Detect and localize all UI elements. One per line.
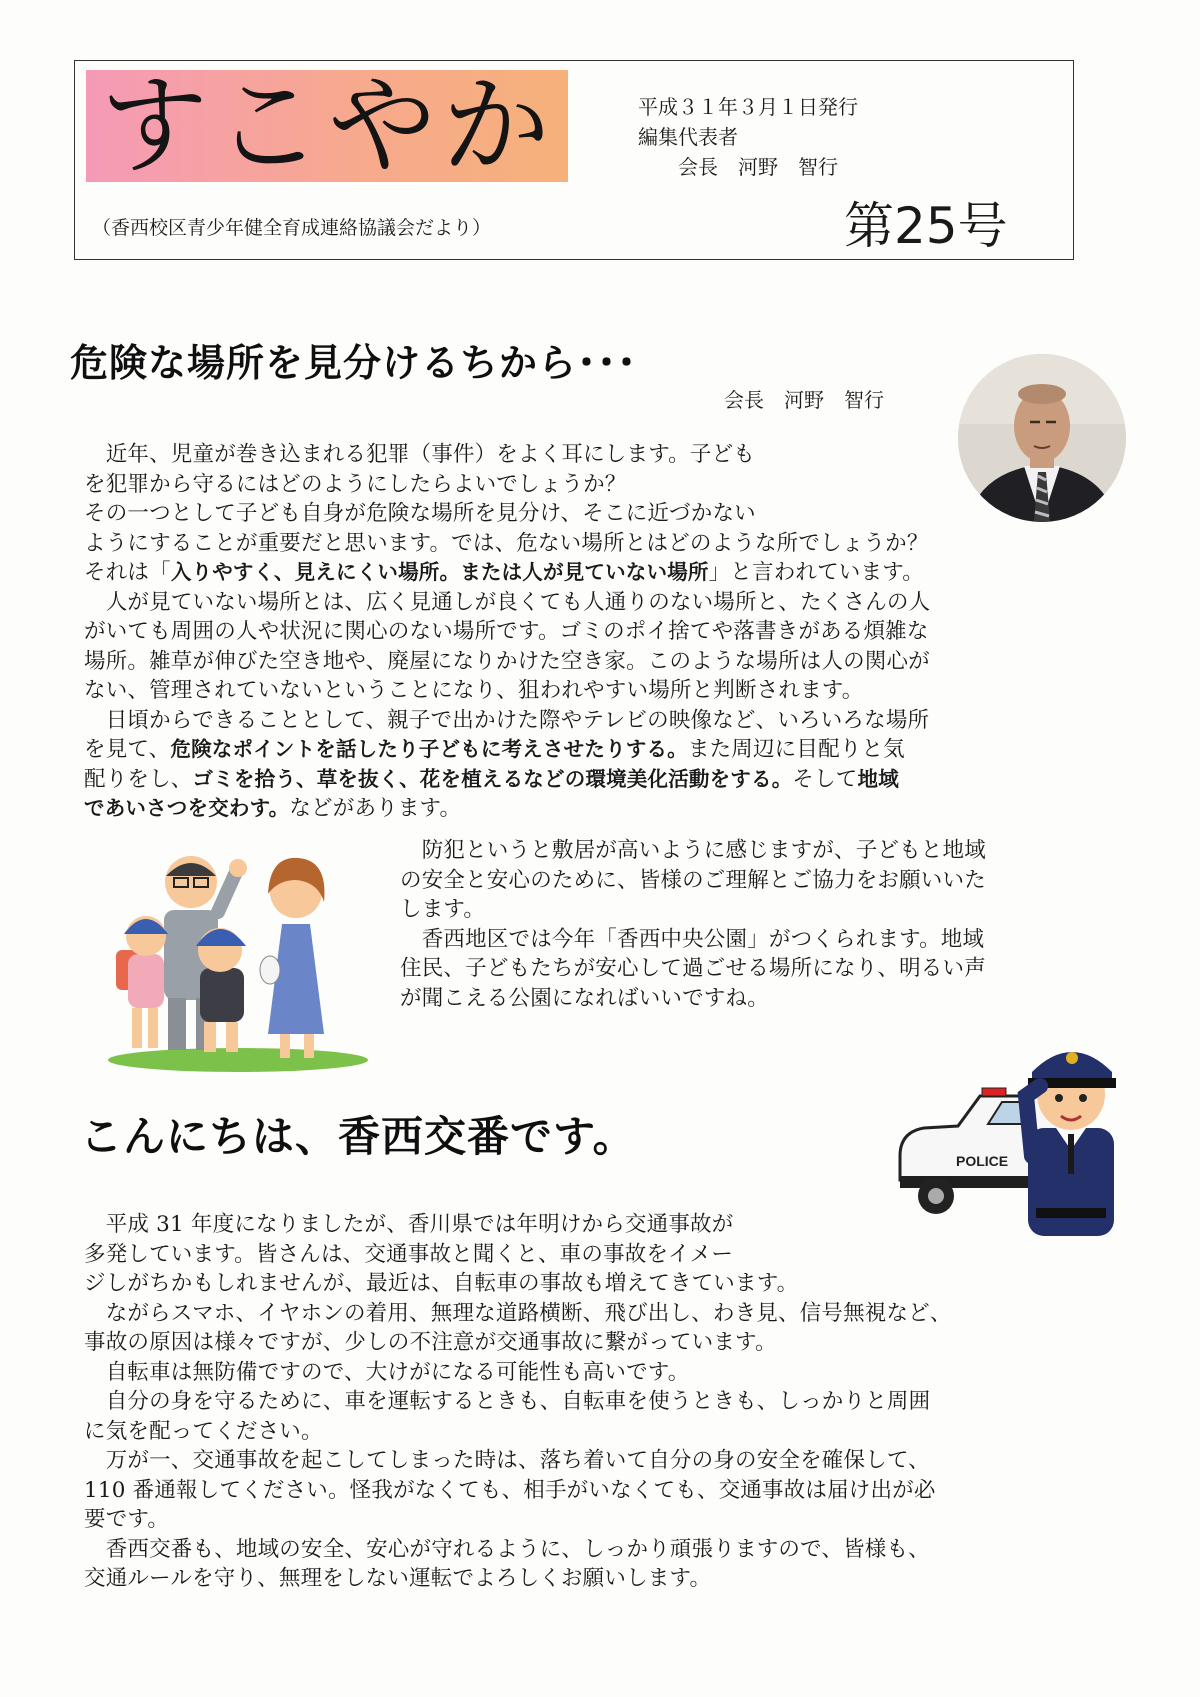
newsletter-subtitle: （香西校区青少年健全育成連絡協議会だより） [92,217,492,239]
text-line: 交通ルールを守り、無理をしない運転でよろしくお願いします。 [84,1566,712,1591]
text-segment: 配りをし、 [84,766,193,792]
family-walking-illustration [106,840,370,1074]
article1-author: 会長 河野 智行 [724,388,884,412]
text-line: 住民、子どもたちが安心して過ごせる場所になり、明るい声 [400,956,986,981]
police-car-label: POLICE [956,1153,1009,1169]
text-line [84,765,930,795]
text-line: 人が見ていない場所とは、広く見通しが良くても人通りのない場所と、たくさんの人 [84,589,931,615]
newsletter-logo: すこやか [100,64,557,189]
text-segment: そして [792,766,858,792]
text-line [84,558,930,588]
emphasis-text: 地域 [857,766,899,791]
article1-body-continued [400,836,986,1013]
text-line: 場所。雑草が伸びた空き地や、廃屋になりかけた空き家。このような場所は人の関心が [84,648,930,674]
text-line: します。 [400,897,486,922]
emphasis-text: ゴミを拾う、草を抜く、花を植えるなどの環境美化活動をする。 [192,766,793,791]
article1-title: 危険な場所を見分けるちから･･･ [70,341,638,385]
text-line: がいても周囲の人や状況に関心のない場所です。ゴミのポイ捨てや落書きがある煩雑な [84,619,929,644]
text-line: 平成 31 年度になりましたが、香川県では年明けから交通事故が [84,1212,734,1237]
issue-info [638,92,858,182]
text-line: に気を配ってください。 [84,1418,323,1444]
text-line: 要です。 [84,1507,170,1532]
text-line: 自分の身を守るために、車を運転するときも、自転車を使うときも、しっかりと周囲 [84,1389,931,1414]
text-line [84,794,930,824]
text-line: ない、管理されていないということになり、狙われやすい場所と判断されます。 [84,678,864,703]
issue-number: 第25号 [844,197,1008,255]
text-line: 香西交番も、地域の安全、安心が守れるように、しっかり頑張りますので、皆様も、 [84,1536,930,1562]
text-line: その一つとして子ども自身が危険な場所を見分け、そこに近づかない [84,501,756,526]
text-segment: 」と言われています。 [708,560,924,585]
publish-date: 平成３１年３月１日発行 [638,95,858,119]
editor-label: 編集代表者 [638,125,738,149]
text-line: 防犯というと敷居が高いように感じますが、子どもと地域 [400,838,986,863]
text-segment: また周辺に目配りと気 [687,737,905,762]
text-line: を犯罪から守るにはどのようにしたらよいでしょうか？ [84,471,627,497]
author-photo [958,354,1126,522]
text-line: の安全と安心のために、皆様のご理解とご協力をお願いいた [400,867,986,893]
text-segment: を見て、 [84,737,171,762]
article2-title: こんにちは、香西交番です。 [80,1112,636,1161]
text-line: 多発しています。皆さんは、交通事故と聞くと、車の事故をイメー [84,1241,734,1267]
text-line: ようにすることが重要だと思います。では、危ない場所とはどのような所でしょうか？ [84,530,929,556]
text-line: 日頃からできることとして、親子で出かけた際やテレビの映像など、いろいろな場所 [84,707,930,733]
article1-body [84,440,930,824]
text-line: ながらスマホ、イヤホンの着用、無理な道路横断、飛び出し、わき見、信号無視など、 [84,1300,952,1326]
article2-body [84,1210,952,1594]
text-line: 事故の原因は様々ですが、少しの不注意が交通事故に繋がっています。 [84,1330,777,1355]
emphasis-text: 危険なポイントを話したり子どもに考えさせたりする。 [170,737,688,761]
text-line: 110 番通報してください。怪我がなくても、相手がいなくても、交通事故は届け出が必 [84,1477,936,1503]
text-line: 香西地区では今年「香西中央公園」がつくられます。地域 [400,926,985,952]
text-line [84,735,930,765]
text-line: 近年、児童が巻き込まれる犯罪（事件）をよく耳にします。子ども [84,442,755,467]
text-line: ジしがちかもしれませんが、最近は、自転車の事故も増えてきています。 [84,1271,799,1296]
text-line: が聞こえる公園になればいいですね。 [400,985,769,1011]
emphasis-text: であいさつを交わす。 [84,796,290,820]
text-segment: などがあります。 [289,796,462,821]
text-line: 自転車は無防備ですので、大けがになる可能性も高いです。 [84,1359,690,1385]
emphasis-text: 入りやすく、見えにくい場所。または人が見ていない場所 [170,560,709,584]
editor-name: 会長 河野 智行 [638,155,838,179]
text-segment: それは「 [84,560,171,585]
text-line: 万が一、交通事故を起こしてしまった時は、落ち着いて自分の身の安全を確保して、 [84,1448,930,1473]
